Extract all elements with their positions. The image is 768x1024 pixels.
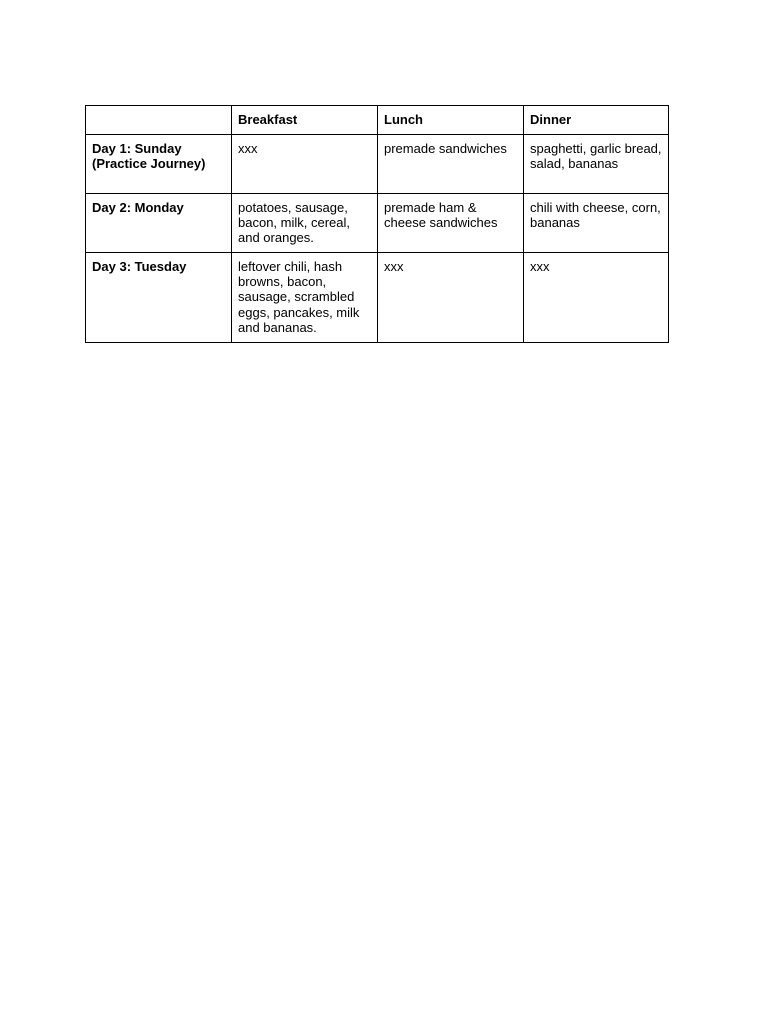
day-cell: Day 1: Sunday (Practice Journey): [86, 135, 232, 194]
lunch-cell: premade sandwiches: [378, 135, 524, 194]
lunch-cell: xxx: [378, 253, 524, 343]
table-row: [86, 253, 669, 343]
day-cell: Day 2: Monday: [86, 194, 232, 253]
lunch-cell: premade ham & cheese sandwiches: [378, 194, 524, 253]
header-corner-cell: [86, 106, 232, 135]
table-row: [86, 135, 669, 194]
table-body: [86, 135, 669, 343]
header-lunch: Lunch: [378, 106, 524, 135]
day-cell: Day 3: Tuesday: [86, 253, 232, 343]
breakfast-cell: xxx: [232, 135, 378, 194]
header-row: [86, 106, 669, 135]
dinner-cell: xxx: [524, 253, 669, 343]
table-row: [86, 194, 669, 253]
breakfast-cell: potatoes, sausage, bacon, milk, cereal, and oranges.: [232, 194, 378, 253]
header-breakfast: Breakfast: [232, 106, 378, 135]
breakfast-cell: leftover chili, hash browns, bacon, sausage, scrambled eggs, pancakes, milk and bananas.: [232, 253, 378, 343]
header-dinner: Dinner: [524, 106, 669, 135]
table-header: [86, 106, 669, 135]
meal-plan-table: [85, 105, 669, 343]
dinner-cell: chili with cheese, corn, bananas: [524, 194, 669, 253]
dinner-cell: spaghetti, garlic bread, salad, bananas: [524, 135, 669, 194]
